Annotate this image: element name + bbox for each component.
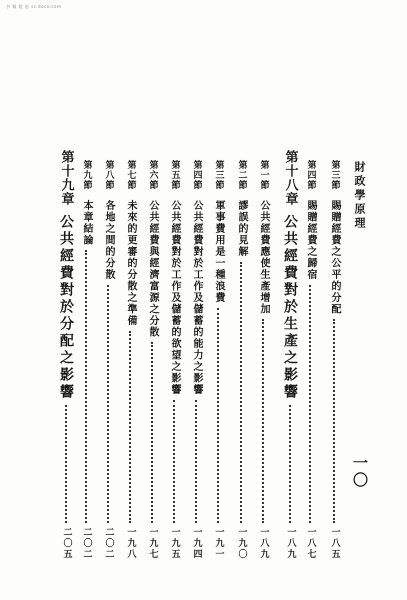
page-number: 一九〇 [236, 527, 247, 560]
toc-section-entry [323, 0, 345, 600]
dot-leader [262, 319, 264, 523]
section-title: 各地之間的分散 [103, 200, 114, 281]
toc-section-entry [75, 0, 97, 600]
page-number: 一九五 [169, 527, 180, 560]
chapter-label: 第十九章 [58, 150, 74, 206]
chapter-title: 公共經費對於生產之影響 [282, 214, 298, 401]
toc-section-entry [119, 0, 141, 600]
page-number: 一九七 [147, 527, 158, 560]
dot-leader [217, 308, 219, 523]
section-title: 謬誤的見解 [236, 200, 247, 258]
dot-leader [240, 262, 242, 523]
dot-leader [151, 342, 153, 523]
page-number: 二〇二 [81, 527, 92, 560]
dot-leader [333, 319, 335, 523]
dot-leader [289, 405, 291, 523]
section-title: 公共經費與經濟富源之分散 [147, 200, 158, 338]
section-label: 第九節 [81, 160, 92, 190]
toc-section-entry [230, 0, 252, 600]
section-label: 第五節 [169, 160, 180, 190]
toc-chapter-entry [55, 0, 77, 600]
page-number: 一九四 [191, 527, 202, 560]
page-number: 二〇五 [61, 527, 72, 560]
section-title: 公共經費對於工作及儲蓄的欲望之影響 [169, 200, 180, 396]
page-number: 一九八 [125, 527, 136, 560]
section-label: 第四節 [305, 160, 316, 190]
section-label: 第三節 [213, 160, 224, 190]
section-title: 公共經費應使生產增加 [258, 200, 269, 315]
toc-section-entry [141, 0, 163, 600]
section-label: 第一節 [258, 160, 269, 190]
section-label: 第七節 [125, 160, 136, 190]
toc-section-entry [97, 0, 119, 600]
section-label: 第八節 [103, 160, 114, 190]
dot-leader [107, 285, 109, 523]
toc-section-entry [207, 0, 229, 600]
toc-section-entry [185, 0, 207, 600]
page-number: 一九一 [213, 527, 224, 560]
section-title: 賜贈經費之歸宿 [305, 200, 316, 281]
chapter-title: 公共經費對於分配之影響 [58, 214, 74, 401]
page-number: 一八五 [329, 527, 340, 560]
dot-leader [195, 400, 197, 523]
toc-section-entry [163, 0, 185, 600]
toc-chapter-entry [279, 0, 301, 600]
chapter-label: 第十八章 [282, 150, 298, 206]
section-title: 賜贈經費之公平的分配 [329, 200, 340, 315]
section-title: 公共經費對於工作及儲蓄的能力之影響 [191, 200, 202, 396]
running-header-page-number: 一〇 [351, 455, 369, 489]
section-title: 本章結論 [81, 200, 92, 246]
section-title: 未來的更審的分散之準備 [125, 200, 136, 327]
section-title: 軍事費用是一種浪費 [213, 200, 224, 304]
dot-leader [65, 405, 67, 523]
page-number: 一八七 [305, 527, 316, 560]
dot-leader [129, 331, 131, 523]
dot-leader [173, 400, 175, 523]
section-label: 第三節 [329, 160, 340, 190]
dot-leader [309, 285, 311, 523]
section-label: 第六節 [147, 160, 158, 190]
dot-leader [85, 250, 87, 523]
page-number: 一八九 [285, 527, 296, 560]
page-number: 二〇二 [103, 527, 114, 560]
scan-watermark: 书 稿 超 星 ss.docx.com [6, 4, 62, 9]
toc-section-entry [299, 0, 321, 600]
running-header-title: 財政學原理 [353, 161, 366, 231]
section-label: 第四節 [191, 160, 202, 190]
section-label: 第二節 [236, 160, 247, 190]
page-number: 一八九 [258, 527, 269, 560]
toc-section-entry [252, 0, 274, 600]
